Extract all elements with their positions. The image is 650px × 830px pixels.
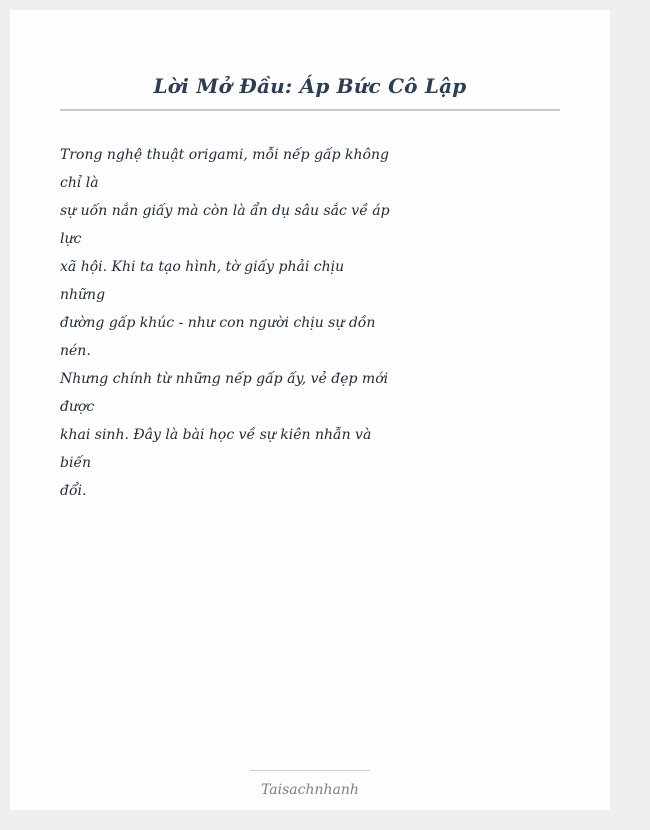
paragraph-line: lực	[60, 231, 82, 247]
paragraph-line: sự uốn nắn giấy mà còn là ẩn dụ sâu sắc về áp	[60, 203, 390, 219]
page-title: Lời Mở Đầu: Áp Bức Cô Lập	[153, 74, 467, 98]
paragraph-line: Trong nghệ thuật origami, mỗi nếp gấp không	[60, 147, 389, 163]
document-page	[10, 10, 610, 810]
footer-divider	[250, 770, 370, 771]
paragraph-line: đổi.	[60, 483, 87, 499]
paragraph-line: biến	[60, 455, 92, 471]
paragraph-line: chỉ là	[60, 175, 99, 191]
paragraph-line: Nhưng chính từ những nếp gấp ấy, vẻ đẹp mới	[60, 371, 389, 387]
paragraph-line: được	[60, 399, 95, 415]
footer-signature: Taisachnhanh	[261, 782, 359, 798]
paragraph-line: những	[60, 287, 106, 303]
paragraph-line: khai sinh. Đây là bài học về sự kiên nhẫn và	[60, 427, 372, 443]
paragraph-line: nén.	[60, 343, 91, 359]
paragraph-line: đường gấp khúc - như con người chịu sự dồn	[60, 315, 376, 331]
title-divider	[60, 109, 560, 111]
body-paragraph	[60, 141, 390, 505]
paragraph-line: xã hội. Khi ta tạo hình, tờ giấy phải chịu	[60, 259, 345, 275]
